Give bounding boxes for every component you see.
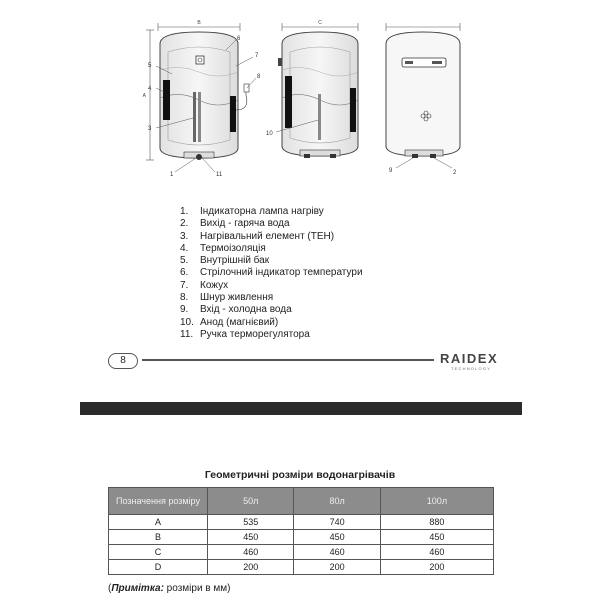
note <box>108 583 230 594</box>
footer-divider <box>142 359 434 361</box>
table-cell: 880 <box>380 515 493 530</box>
callout-9: 9 <box>389 168 393 174</box>
part-label: Шнур живлення <box>200 292 274 304</box>
parts-list-item <box>180 206 363 218</box>
parts-list-item <box>180 243 363 255</box>
part-number: 9. <box>180 304 189 316</box>
parts-list-item <box>180 255 363 267</box>
brand-logo: RAIDEX <box>440 351 499 366</box>
part-label: Термоізоляція <box>200 242 266 254</box>
table-title: Геометричні розміри водонагрівачів <box>204 469 396 481</box>
part-number: 3. <box>180 230 189 242</box>
brand-subtitle: TECHNOLOGY <box>451 366 492 371</box>
header-80l: 80л <box>294 488 380 515</box>
dim-a-label: A <box>142 93 146 99</box>
table-row <box>109 530 494 545</box>
parts-list-item <box>180 231 363 243</box>
table-row <box>109 560 494 575</box>
table-body <box>109 515 494 575</box>
parts-list-item <box>180 292 363 304</box>
callout-8: 8 <box>257 74 261 80</box>
table-cell: 200 <box>294 560 380 575</box>
table-header-row <box>109 488 494 515</box>
parts-list-item <box>180 267 363 279</box>
part-number: 1. <box>180 206 189 217</box>
table-cell: 450 <box>380 530 493 545</box>
part-label: Ручка терморегулятора <box>200 328 310 340</box>
callout-7: 7 <box>255 53 259 59</box>
part-label: Кожух <box>200 279 229 291</box>
part-number: 6. <box>180 267 189 279</box>
part-label: Індикаторна лампа нагріву <box>200 206 324 217</box>
table-cell: 460 <box>380 545 493 560</box>
parts-list <box>180 206 363 341</box>
header-dimension: Позначення розміру <box>109 488 208 515</box>
table-row <box>109 545 494 560</box>
dim-b-label: B <box>197 20 201 26</box>
parts-list-item <box>180 304 363 316</box>
table-cell: 535 <box>208 515 294 530</box>
table-cell: 200 <box>380 560 493 575</box>
callout-2: 2 <box>453 170 457 176</box>
part-label: Внутрішній бак <box>200 255 270 267</box>
part-label: Вхід - холодна вода <box>200 304 292 316</box>
parts-list-item <box>180 280 363 292</box>
part-number: 10. <box>180 316 194 328</box>
header-50l: 50л <box>208 488 294 515</box>
dimensions-table <box>108 487 494 575</box>
part-number: 5. <box>180 255 189 267</box>
parts-list-item <box>180 317 363 329</box>
part-number: 2. <box>180 218 189 230</box>
front-cutaway-view <box>143 20 261 178</box>
note-open: ( <box>108 583 112 594</box>
table-cell: A <box>109 515 208 530</box>
part-number: 11. <box>180 328 194 340</box>
table-cell: C <box>109 545 208 560</box>
table-cell: 460 <box>294 545 380 560</box>
parts-list-item <box>180 329 363 341</box>
water-heater-diagrams <box>0 0 600 200</box>
note-text: розміри в мм) <box>163 583 231 594</box>
table-cell: 450 <box>208 530 294 545</box>
side-cutaway-view <box>266 20 358 158</box>
callout-3a: 3 <box>148 126 152 132</box>
dim-c-label: C <box>318 20 322 26</box>
callout-1: 1 <box>170 172 174 178</box>
table-cell: B <box>109 530 208 545</box>
callout-5a: 5 <box>148 63 152 69</box>
page-number: 8 <box>108 353 138 369</box>
part-number: 8. <box>180 292 189 304</box>
part-label: Стрілочний індикатор температури <box>200 267 363 279</box>
part-label: Вихід - гаряча вода <box>200 218 290 230</box>
table-cell: 460 <box>208 545 294 560</box>
callout-6: 6 <box>237 36 241 42</box>
part-label: Нагрівальний елемент (ТЕН) <box>200 230 335 242</box>
table-row <box>109 515 494 530</box>
callout-10: 10 <box>266 131 273 137</box>
callout-11: 11 <box>216 172 223 178</box>
part-label: Анод (магнієвий) <box>200 316 279 328</box>
table-cell: 740 <box>294 515 380 530</box>
back-view <box>386 23 460 176</box>
part-number: 4. <box>180 242 189 254</box>
section-divider-band <box>80 402 522 415</box>
parts-list-item <box>180 218 363 230</box>
table-cell: D <box>109 560 208 575</box>
part-number: 7. <box>180 279 189 291</box>
callout-4a: 4 <box>148 86 152 92</box>
header-100l: 100л <box>380 488 493 515</box>
table-cell: 450 <box>294 530 380 545</box>
note-lead: Примітка: <box>111 583 164 594</box>
table-cell: 200 <box>208 560 294 575</box>
